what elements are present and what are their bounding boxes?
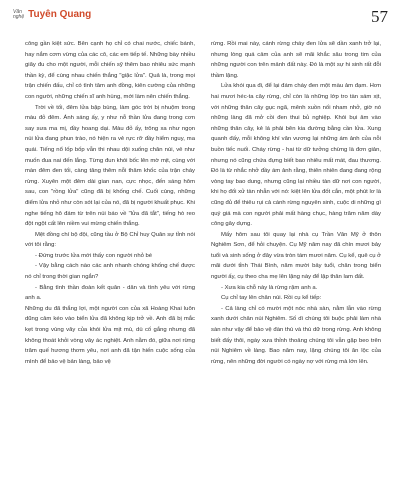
logo-title: Tuyên Quang [28, 9, 92, 20]
right-column [211, 39, 381, 367]
paragraph: Mệt đồng chí bộ đội, cũng tầu ở Bộ Chỉ huy Quân sự tỉnh nói với tôi rằng: [25, 231, 195, 249]
paragraph: - Vậy bằng cách nào các anh nhanh chóng khống chế được nó chỉ trong thời gian ngắn? [25, 263, 195, 281]
paragraph: Lửa khói qua đi, để lại đám cháy đen một màu ảm đạm. Hơn hai mươi héc-ta cây rừng, chỉ còn là những lớp tro tàn sám xịt, với những thân cây gục ngã, mênh xuồn nối nham nhở, giờ nó những làng đã mở cồi đen thui bủ nghiệp. Khói bụi âm vào những thân cây, kẻ lá phải bên kia đường bằng cần lửa. Xung quanh đấy, mỗi không khí văn vương lại những ám ảnh của nỗi buồn tiếc nuối. Cháy rừng - hai từ dữ tưởng chừng là đơn giản, nhưng nó cũng chứa đựng biết bao nhiêu mất mát, đau thương. Đó là từ nhắc nhở đầy ám ảnh rằng, thiên nhiên đang đang rộng vòng tay bao dung, nhưng cũng lại nhiều tàn dữ nơi con người, khi họ đối xử tàn nhẫn với nó: kiệt lên lửa đốt cắn, một phút lơ là cũng đủ để thiêu rụi cả cánh rừng nguyên sinh, cuộc di những gì quý giá mà con người phải mất hàng chục, hàng trăm năm dày công gây dựng. [211, 83, 381, 228]
paragraph: - Cả làng chỉ có mười một nóc nhà sàn, nằm lẫn vào rừng xanh dưới chân núi Nghiêm. Số dì chúng tôi buộc phải làm nhà sàn như vậy để bảo vệ đàn thú và thú dữ trong rừng. Anh không biết đấy thôi, ngày xưa thỉnh thoảng chúng tôi vẫn gặp beo trên núi Nghiêm về làng. Bao năm nay, lặng chúng tôi ăn lộc của rừng, nên những đời người có ngày nợ với rừng mà lớn lên. [211, 305, 381, 365]
paragraph: Mấy hôm sau tôi quay lại nhà cụ Trần Văn Mỹ ở thôn Nghiêm Sơn, để hỏi chuyện. Cụ Mỹ năm nay đã chín mươi bảy tuổi và sinh sống ở đây vừa tròn tám mươi năm. Cụ kể, quê cụ ở mãi dưới tỉnh Thái Bình, năm mười bảy tuổi, chân trong biển người ấy, cụ theo cha mẹ lên lặng này để lập thân lam đất. [211, 231, 381, 281]
paragraph: - Đứng trước lửa mới thấy con người nhỏ bé [35, 252, 153, 259]
page-header [0, 0, 402, 40]
paragraph: - Bằng tình thần đoàn kết quân - dân và tình yêu với rừng anh a. [25, 284, 195, 302]
magazine-logo [13, 9, 91, 20]
logo-line2: nghệ [13, 14, 25, 20]
left-column [25, 39, 195, 367]
page-number: 57 [371, 7, 388, 26]
logo-small-text [13, 10, 24, 20]
logo-line1: Văn [13, 9, 22, 15]
paragraph: Trời về tối, đêm lửa bập bùng, làm góc trời bị nhuộm trong màu đỏ đêm. Ánh sáng ấy, y như nỗ thần lửa đang trong cơn say sưa ma mị, đầy hoang dại. Màu đỏ ấy, trông xa như ngọn núi lửa đang phun trào, nó hiện ra vẻ rực rỡ đầy hiểm nguy, ma quái. Tiếng nổ lốp bốp vẫn thi nhau dội xuống chân núi, vẻ như muốn đua nai đến lắng. Từng đun khói bốc lên mờ mịt, cùng với màn đêm đen tối, càng tăng thêm nỗi thâm khốc của trận cháy rừng. Xuyên một đêm dài gian nan, cực nhọc, đến sáng hôm sau, con "rồng lửa" cũng đã bị khống chế. Cuối cùng, những điểm lửa nhỏ như còn sót lại của nó, đã bị người khuất phục. Khi nghe tiếng hô đám từ trên núi báo về "lửa đã tắt", tiếng hò reo đột ngột cất lên niềm vui mừng chiến thắng. [25, 104, 195, 228]
paragraph: công gần kiệt sức. Bên cạnh họ chỉ có chai nước, chiếc bánh, hay nắm cơm vừng của các cô, các em tiếp tế. Những bày nhiều giãy đu cho một người, mỗi chiến sỹ thêm bao nhiêu sức mạnh thần kỳ, để cùng nhau chiến thắng "giặc lửa". Quả là, trong mọi trận chiến đấu, chỉ có tình tâm anh đồng, kiên cường của những con người, những chiến sĩ anh hùng, mới làm nên chiến thắng. [25, 41, 195, 100]
paragraph: - Xưa kia chỗ này là rừng rậm anh a. [221, 284, 318, 291]
paragraph: Cụ chỉ tay lên chân núi. Rồi cụ kể tiếp: [221, 295, 322, 302]
paragraph: Những du đã thắng lợi, một người con của xã Hoàng Khai luôn dũng cảm kéo vào biển lửa đã không kịp trở về. Anh đã bị mắc kẹt trong vùng vây của khói lửa mịt mù, dù cố gắng nhưng đã không thoát khỏi vòng vây ác nghiệt. Anh nằm đó, giữa nơi rừng trăm quế hương thơm yêu, nơi anh đã tận hiến cuộc sống của mình để bảo vệ bản làng, bảo vệ [25, 305, 195, 365]
paragraph: rừng. Rồi mai này, cánh rừng cháy đen lửa sẽ dần xanh trở lại, nhưng lòng quá cảm của anh sẽ mãi khắc sâu trong tim của những người con trên mảnh đất này. Đó là một sự hi sinh rất đỗi thầm lặng. [211, 41, 381, 79]
